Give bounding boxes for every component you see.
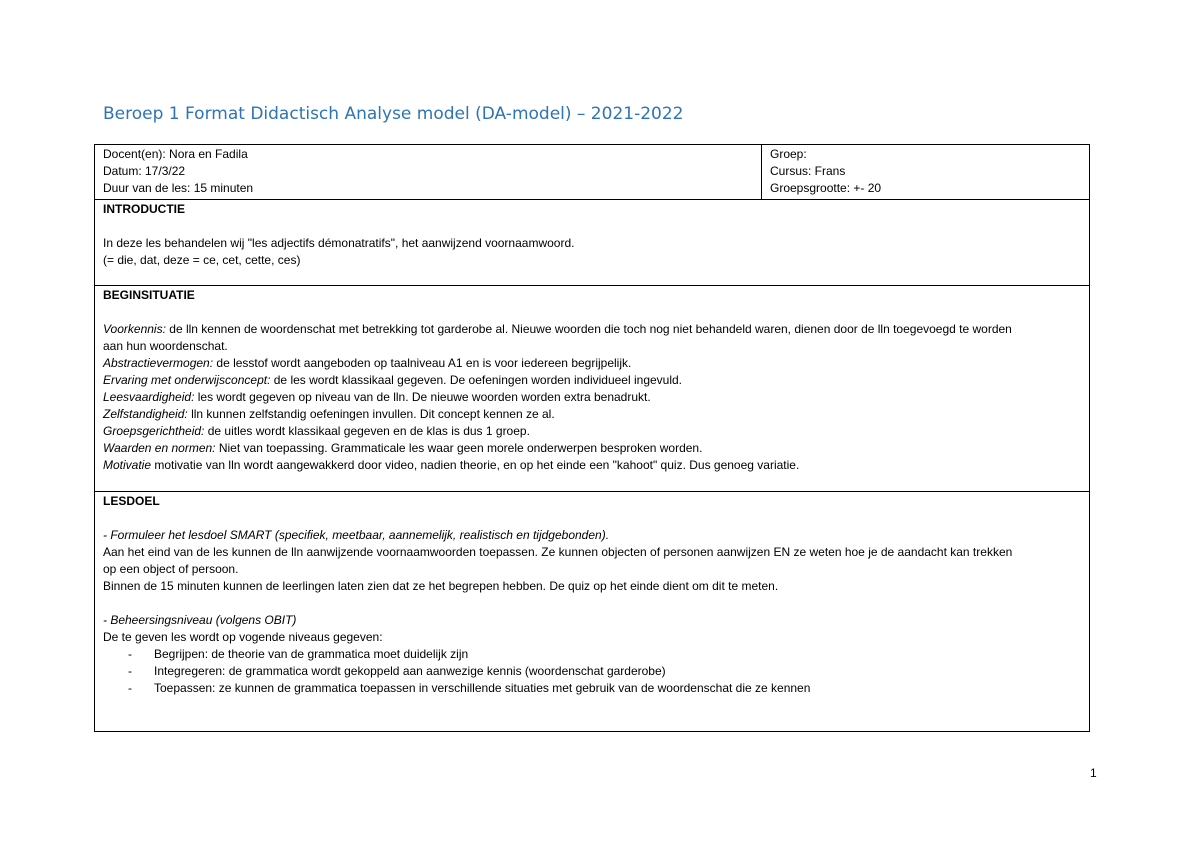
introductie-line: (= die, dat, deze = ce, cet, cette, ces): [103, 253, 301, 267]
beginsituatie-item: Motivatie motivatie van lln wordt aangewakkerd door video, nadien theorie, en op het einde een "kahoot" quiz. Dus genoeg variatie.: [103, 458, 800, 472]
course-line: Cursus: Frans: [770, 164, 846, 178]
list-item: - Toepassen: ze kunnen de grammatica toepassen in verschillende situaties met gebruik van de woordenschat die ze kennen: [128, 681, 811, 695]
introductie-heading: INTRODUCTIE: [103, 202, 185, 216]
dash-bullet: -: [128, 647, 132, 661]
beginsituatie-item: Zelfstandigheid: lln kunnen zelfstandig oefeningen invullen. Dit concept kennen ze al.: [103, 407, 555, 421]
group-line: Groep:: [770, 147, 807, 161]
introductie-row: [95, 200, 1090, 286]
niveau-intro: De te geven les wordt op vogende niveaus gegeven:: [103, 630, 383, 644]
smart-line: op een object of persoon.: [103, 562, 239, 576]
beginsituatie-cell: [95, 286, 1090, 492]
dash-bullet: -: [128, 664, 132, 678]
smart-line: Aan het eind van de les kunnen de lln aanwijzende voornaamwoorden toepassen. Ze kunnen objecten of personen aanwijzen EN ze weten hoe je de aandacht kan trekken: [103, 545, 1013, 559]
beginsituatie-item: Waarden en normen: Niet van toepassing. Grammaticale les waar geen morele onderwerpen besproken worden.: [103, 441, 703, 455]
beginsituatie-item: Abstractievermogen: de lesstof wordt aangeboden op taalniveau A1 en is voor iedereen begrijpelijk.: [103, 356, 632, 370]
lesdoel-cell: [95, 492, 1090, 732]
smart-label: - Formuleer het lesdoel SMART (specifiek, meetbaar, aannemelijk, realistisch en tijdgebonden).: [103, 528, 610, 542]
lesdoel-heading: LESDOEL: [103, 494, 160, 508]
beginsituatie-heading: BEGINSITUATIE: [103, 288, 195, 302]
duration-line: Duur van de les: 15 minuten: [103, 181, 254, 195]
header-right-cell: [762, 145, 1090, 200]
da-model-table: [94, 144, 1090, 732]
beginsituatie-item: Ervaring met onderwijsconcept: de les wordt klassikaal gegeven. De oefeningen worden individueel ingevuld.: [103, 373, 683, 387]
page-number: 1: [1090, 766, 1097, 780]
niveau-label: - Beheersingsniveau (volgens OBIT): [103, 613, 297, 627]
lesdoel-row: [95, 492, 1090, 732]
teacher-line: Docent(en): Nora en Fadila: [103, 147, 248, 161]
beginsituatie-item: Voorkennis: de lln kennen de woordenschat met betrekking tot garderobe al. Nieuwe woorden die toch nog niet behandeld waren, dienen door de lln toegevoegd te worden: [103, 322, 1012, 336]
introductie-cell: [95, 200, 1090, 286]
introductie-line: In deze les behandelen wij "les adjectifs démonatratifs", het aanwijzend voornaamwoord.: [103, 236, 575, 250]
niveau-list: [103, 646, 1081, 697]
beginsituatie-item: Leesvaardigheid: les wordt gegeven op niveau van de lln. De nieuwe woorden worden extra benadrukt.: [103, 390, 651, 404]
group-size-line: Groepsgrootte: +- 20: [770, 181, 882, 195]
smart-line: Binnen de 15 minuten kunnen de leerlingen laten zien dat ze het begrepen hebben. De quiz op het einde dient om dit te meten.: [103, 579, 779, 593]
header-row: [95, 145, 1090, 200]
dash-bullet: -: [128, 681, 132, 695]
list-item: - Begrijpen: de theorie van de grammatica moet duidelijk zijn: [128, 647, 469, 661]
document-title: Beroep 1 Format Didactisch Analyse model (DA-model) – 2021-2022: [103, 104, 684, 124]
header-left-cell: [95, 145, 762, 200]
date-line: Datum: 17/3/22: [103, 164, 186, 178]
beginsituatie-row: [95, 286, 1090, 492]
list-item: - Integregeren: de grammatica wordt gekoppeld aan aanwezige kennis (woordenschat garderobe): [128, 664, 666, 678]
beginsituatie-item: aan hun woordenschat.: [103, 339, 228, 353]
beginsituatie-item: Groepsgerichtheid: de uitles wordt klassikaal gegeven en de klas is dus 1 groep.: [103, 424, 530, 438]
